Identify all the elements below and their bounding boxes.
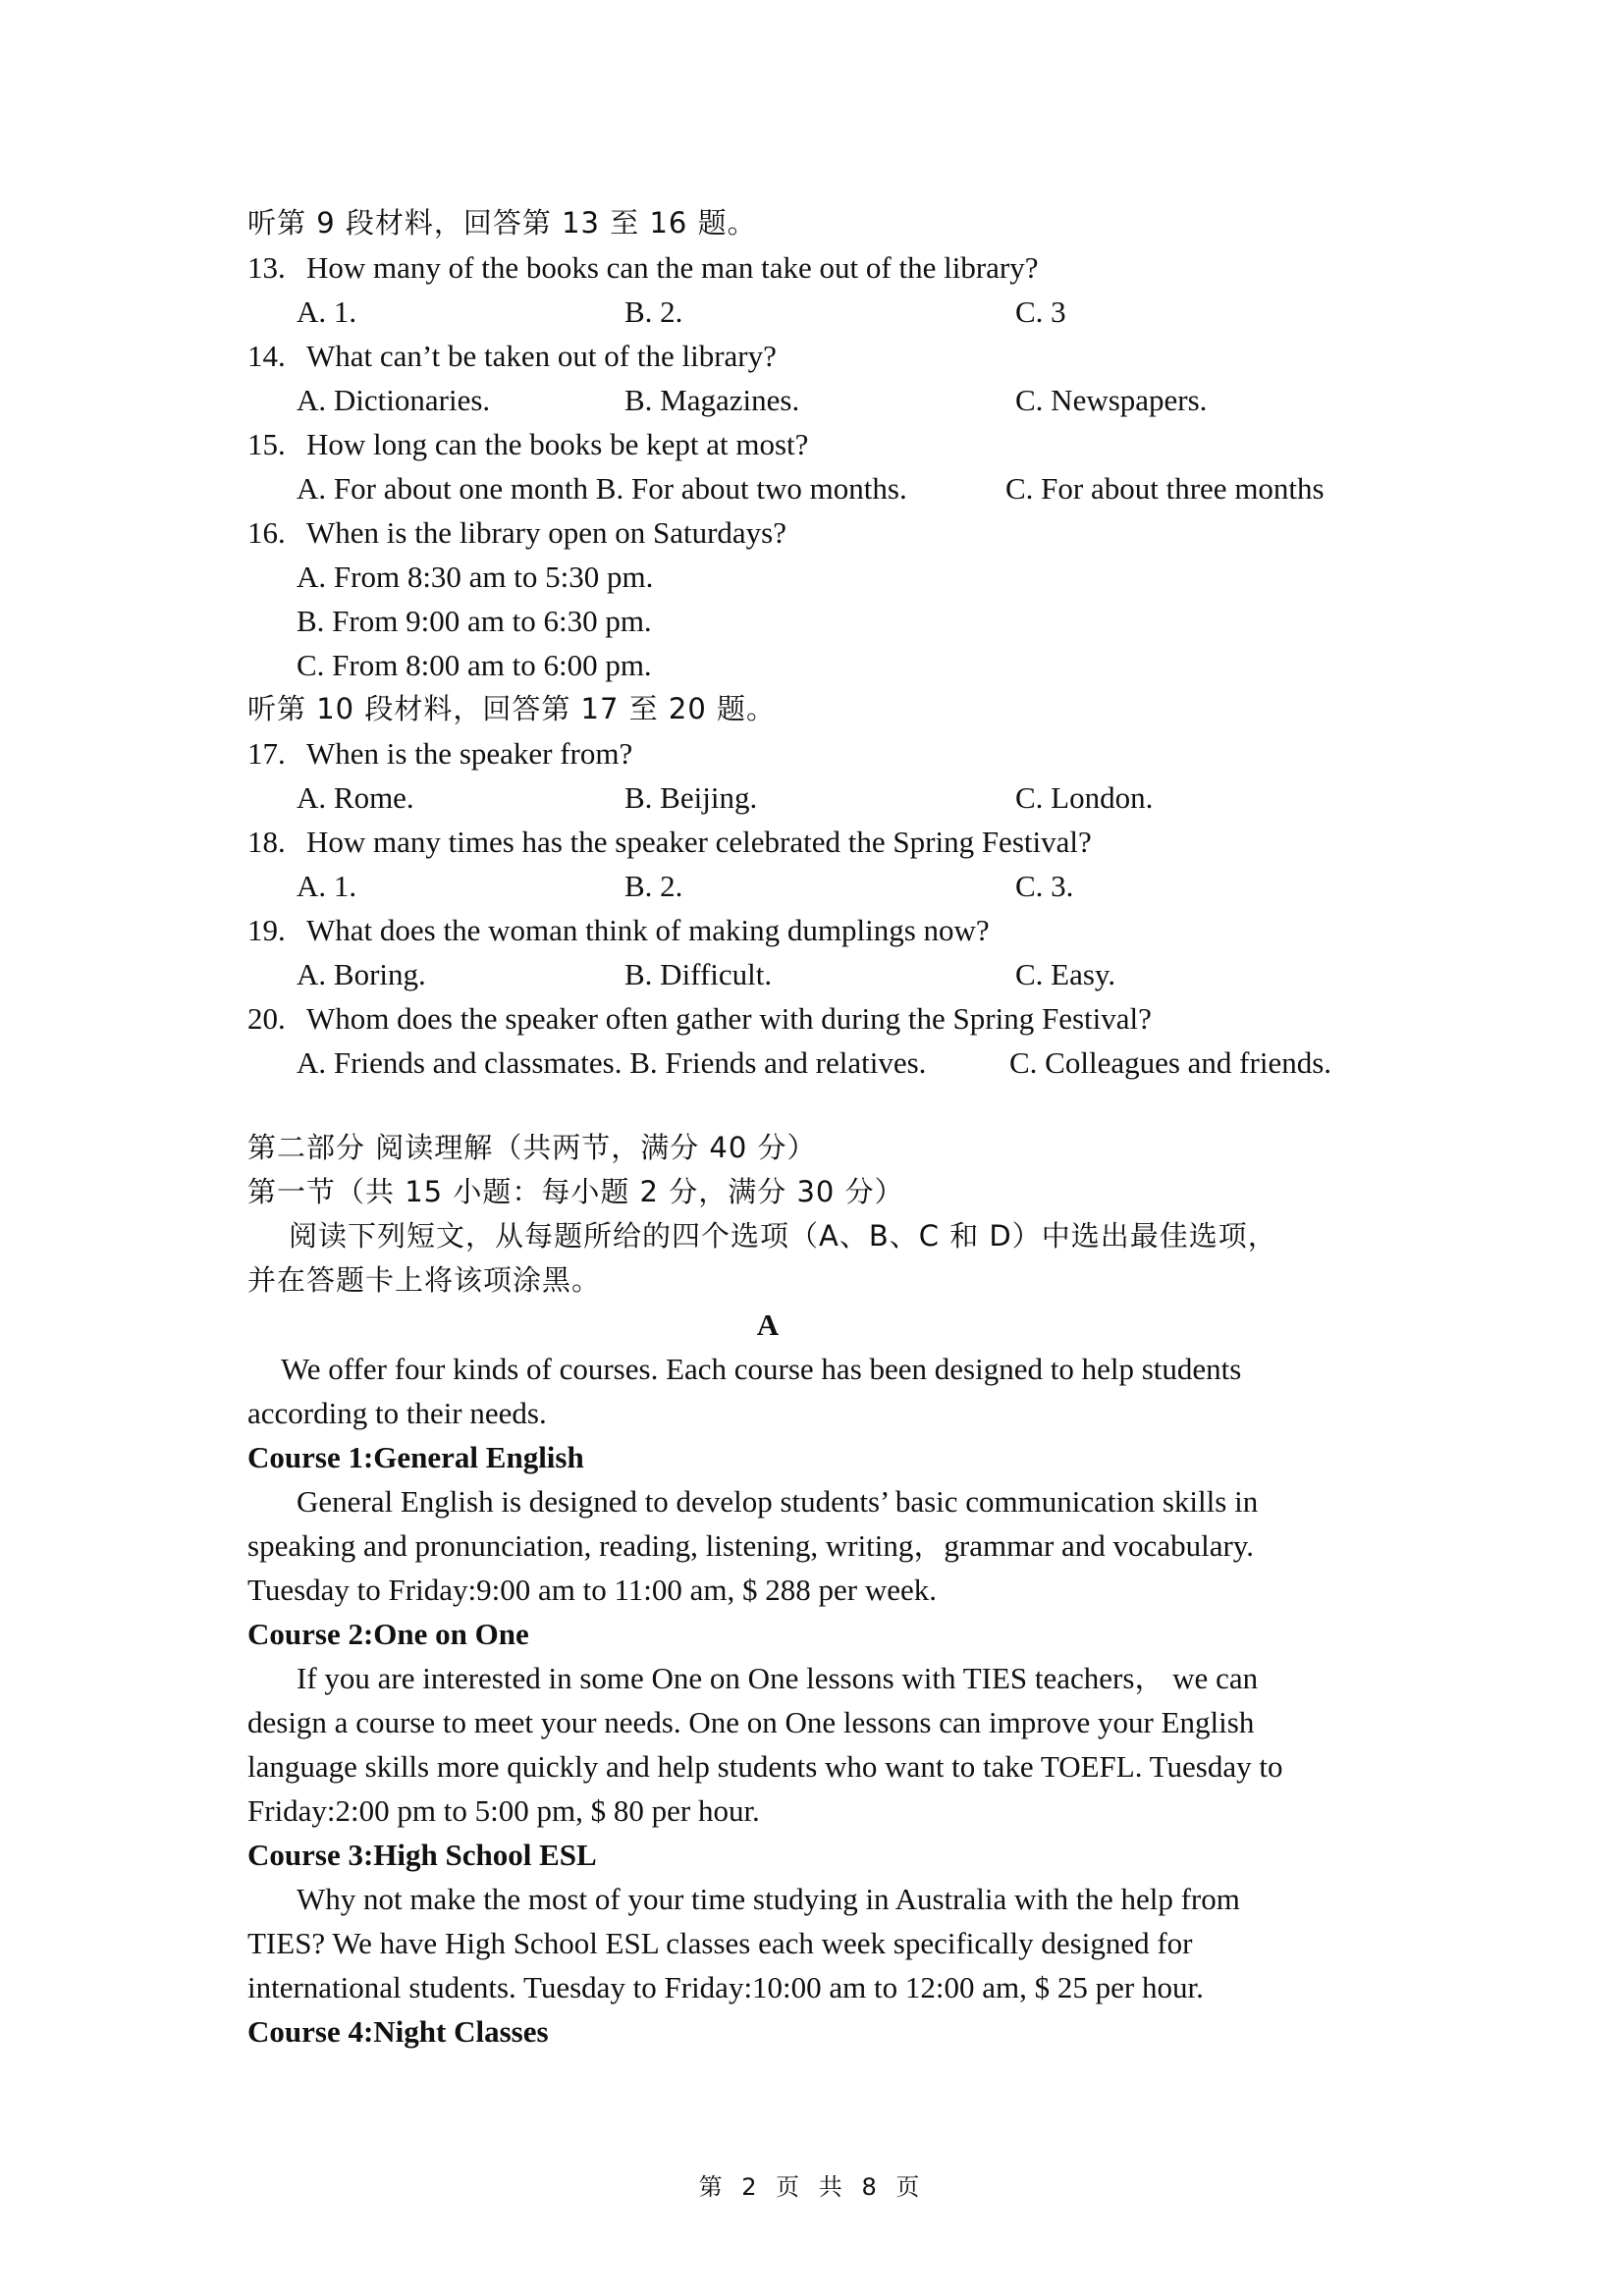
question-19: [247, 908, 1406, 952]
course-3-line-1: Why not make the most of your time studying in Australia with the help from: [297, 1882, 1240, 1916]
question-17-options: [247, 775, 1406, 820]
course-3-line-2: TIES? We have High School ESL classes each week specifically designed for: [247, 1926, 1193, 1960]
option-a: A. From 8:30 am to 5:30 pm.: [297, 560, 654, 594]
section-title: 第一节（共 15 小题：每小题 2 分，满分 30 分）: [247, 1175, 904, 1208]
question-18-options: [247, 864, 1406, 908]
question-text: How long can the books be kept at most?: [306, 427, 809, 461]
option-b: B. 2.: [624, 869, 683, 903]
course-1-title: Course 1:General English: [247, 1440, 584, 1474]
question-text: What does the woman think of making dumplings now?: [306, 913, 990, 947]
course-4-title: Course 4:Night Classes: [247, 2014, 549, 2049]
question-14-options: [247, 378, 1406, 422]
question-text: Whom does the speaker often gather with during the Spring Festival?: [306, 1001, 1152, 1036]
course-1-line-2: speaking and pronunciation, reading, listening, writing，grammar and vocabulary.: [247, 1528, 1255, 1563]
course-2-title: Course 2:One on One: [247, 1617, 529, 1651]
option-c: C. Newspapers.: [1015, 383, 1208, 417]
option-b: B. 2.: [624, 294, 683, 329]
question-20-options: [247, 1041, 1406, 1085]
instruction-line-2: 并在答题卡上将该项涂黑。: [247, 1263, 602, 1297]
question-number: 13.: [247, 250, 286, 285]
listening-intro-10: 听第 10 段材料，回答第 17 至 20 题。: [247, 692, 777, 725]
option-b: B. Magazines.: [624, 383, 800, 417]
question-number: 15.: [247, 427, 286, 461]
option-a: A. Dictionaries.: [297, 383, 491, 417]
option-c: C. For about three months: [1005, 471, 1325, 506]
question-16: [247, 510, 1406, 555]
question-text: How many of the books can the man take out of the library?: [306, 250, 1039, 285]
question-number: 17.: [247, 736, 286, 771]
instruction-line-1: 阅读下列短文，从每题所给的四个选项（A、B、C 和 D）中选出最佳选项，: [289, 1219, 1277, 1253]
course-2-line-2: design a course to meet your needs. One on One lessons can improve your English: [247, 1705, 1255, 1739]
option-c: C. 3.: [1015, 869, 1074, 903]
question-text: When is the library open on Saturdays?: [306, 515, 786, 550]
course-1-line-3: Tuesday to Friday:9:00 am to 11:00 am, $ 288 per week.: [247, 1573, 938, 1607]
course-2-line-3: language skills more quickly and help students who want to take TOEFL. Tuesday to: [247, 1749, 1283, 1784]
question-20: [247, 996, 1406, 1041]
question-13: [247, 245, 1406, 290]
option-a-b: A. Friends and classmates. B. Friends and relatives.: [297, 1045, 927, 1080]
option-a: A. Rome.: [297, 780, 414, 815]
option-a: A. 1.: [297, 294, 357, 329]
course-3-title: Course 3:High School ESL: [247, 1838, 597, 1872]
option-c: C. Easy.: [1015, 957, 1116, 991]
question-17: [247, 731, 1406, 775]
section-gap: [247, 1085, 1406, 1126]
question-number: 19.: [247, 913, 286, 947]
course-1-line-1: General English is designed to develop students’ basic communication skills in: [297, 1484, 1259, 1519]
question-13-options: [247, 290, 1406, 334]
question-14: [247, 334, 1406, 378]
option-c: C. Colleagues and friends.: [1009, 1045, 1332, 1080]
passage-label: A: [756, 1308, 780, 1342]
question-number: 20.: [247, 1001, 286, 1036]
course-2-line-4: Friday:2:00 pm to 5:00 pm, $ 80 per hour.: [247, 1793, 760, 1828]
question-text: When is the speaker from?: [306, 736, 633, 771]
page-footer: 第 2 页 共 8 页: [698, 2173, 926, 2201]
question-15-options: [247, 466, 1406, 510]
option-c: C. From 8:00 am to 6:00 pm.: [297, 648, 652, 682]
question-number: 18.: [247, 825, 286, 859]
listening-intro-9: 听第 9 段材料，回答第 13 至 16 题。: [247, 206, 757, 240]
question-number: 16.: [247, 515, 286, 550]
option-b: B. Beijing.: [624, 780, 758, 815]
question-text: What can’t be taken out of the library?: [306, 339, 777, 373]
course-3-line-3: international students. Tuesday to Friday:10:00 am to 12:00 am, $ 25 per hour.: [247, 1970, 1204, 2004]
option-c: C. 3: [1015, 294, 1066, 329]
option-a: A. 1.: [297, 869, 357, 903]
option-a: A. Boring.: [297, 957, 426, 991]
option-b: B. From 9:00 am to 6:30 pm.: [297, 604, 652, 638]
page-content: [247, 201, 1406, 2054]
question-18: [247, 820, 1406, 864]
part-title: 第二部分 阅读理解（共两节，满分 40 分）: [247, 1131, 817, 1164]
option-c: C. London.: [1015, 780, 1154, 815]
passage-intro-line-1: We offer four kinds of courses. Each course has been designed to help students: [281, 1352, 1242, 1386]
question-text: How many times has the speaker celebrated the Spring Festival?: [306, 825, 1092, 859]
question-15: [247, 422, 1406, 466]
course-2-line-1: If you are interested in some One on One lessons with TIES teachers， we can: [297, 1661, 1259, 1695]
question-19-options: [247, 952, 1406, 996]
question-number: 14.: [247, 339, 286, 373]
option-a-b: A. For about one month B. For about two months.: [297, 471, 907, 506]
passage-intro-line-2: according to their needs.: [247, 1396, 547, 1430]
option-b: B. Difficult.: [624, 957, 773, 991]
